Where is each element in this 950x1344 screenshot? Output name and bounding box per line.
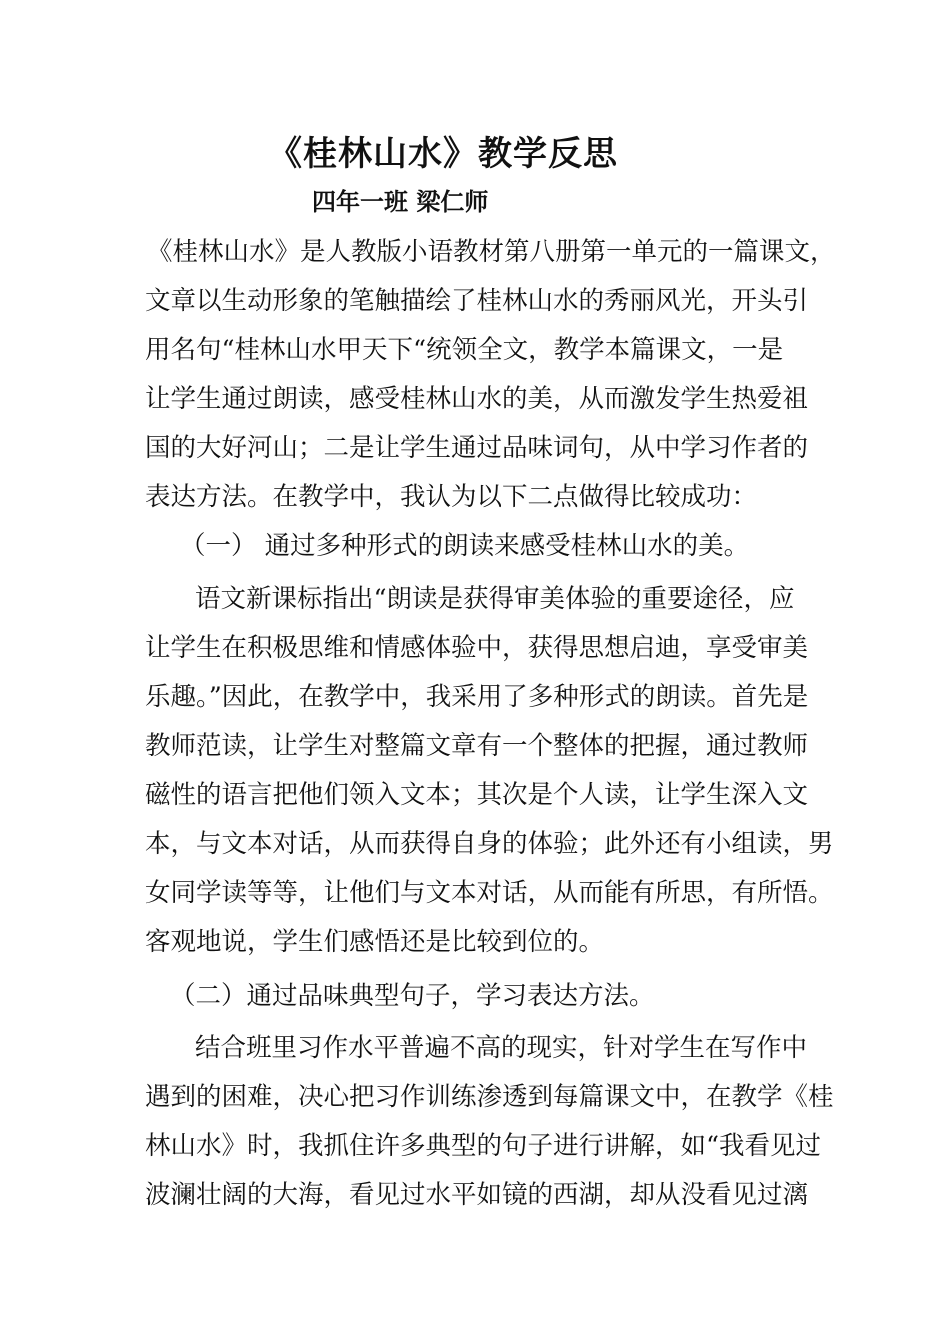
body-line: 文章以生动形象的笔触描绘了桂林山水的秀丽风光，开头引 — [145, 286, 809, 316]
section-heading: （一） 通过多种形式的朗读来感受桂林山水的美。 — [180, 531, 750, 561]
body-line: 教师范读，让学生对整篇文章有一个整体的把握，通过教师 — [145, 731, 809, 761]
body-line: 让学生通过朗读，感受桂林山水的美，从而激发学生热爱祖 — [145, 384, 809, 414]
body-line: 本，与文本对话，从而获得自身的体验；此外还有小组读，男 — [145, 829, 834, 859]
body-line: 国的大好河山；二是让学生通过品味词句，从中学习作者的 — [145, 433, 809, 463]
body-line: 语文新课标指出“朗读是获得审美体验的重要途径，应 — [195, 584, 795, 614]
body-line: 表达方法。在教学中，我认为以下二点做得比较成功： — [145, 482, 758, 512]
section-heading: （二）通过品味典型句子，学习表达方法。 — [170, 981, 655, 1011]
body-line: 波澜壮阔的大海，看见过水平如镜的西湖，却从没看见过漓 — [145, 1180, 809, 1210]
body-line: 结合班里习作水平普遍不高的现实，针对学生在写作中 — [195, 1033, 808, 1063]
document-author: 四年一班 梁仁师 — [312, 187, 489, 216]
body-line: 林山水》时，我抓住许多典型的句子进行讲解，如“我看见过 — [145, 1131, 822, 1161]
body-line: 女同学读等等，让他们与文本对话，从而能有所思，有所悟。 — [145, 878, 834, 908]
body-line: 遇到的困难，决心把习作训练渗透到每篇课文中，在教学《桂 — [145, 1082, 834, 1112]
document-title: 《桂林山水》教学反思 — [268, 134, 618, 174]
body-line: 用名句“桂林山水甲天下“统领全文，教学本篇课文，一是 — [145, 335, 784, 365]
body-line: 让学生在积极思维和情感体验中，获得思想启迪，享受审美 — [145, 633, 809, 663]
body-line: 客观地说，学生们感悟还是比较到位的。 — [145, 927, 605, 957]
body-line: 《桂林山水》是人教版小语教材第八册第一单元的一篇课文， — [147, 237, 836, 267]
body-line: 磁性的语言把他们领入文本；其次是个人读，让学生深入文 — [145, 780, 809, 810]
body-line: 乐趣。”因此，在教学中，我采用了多种形式的朗读。首先是 — [145, 682, 809, 712]
